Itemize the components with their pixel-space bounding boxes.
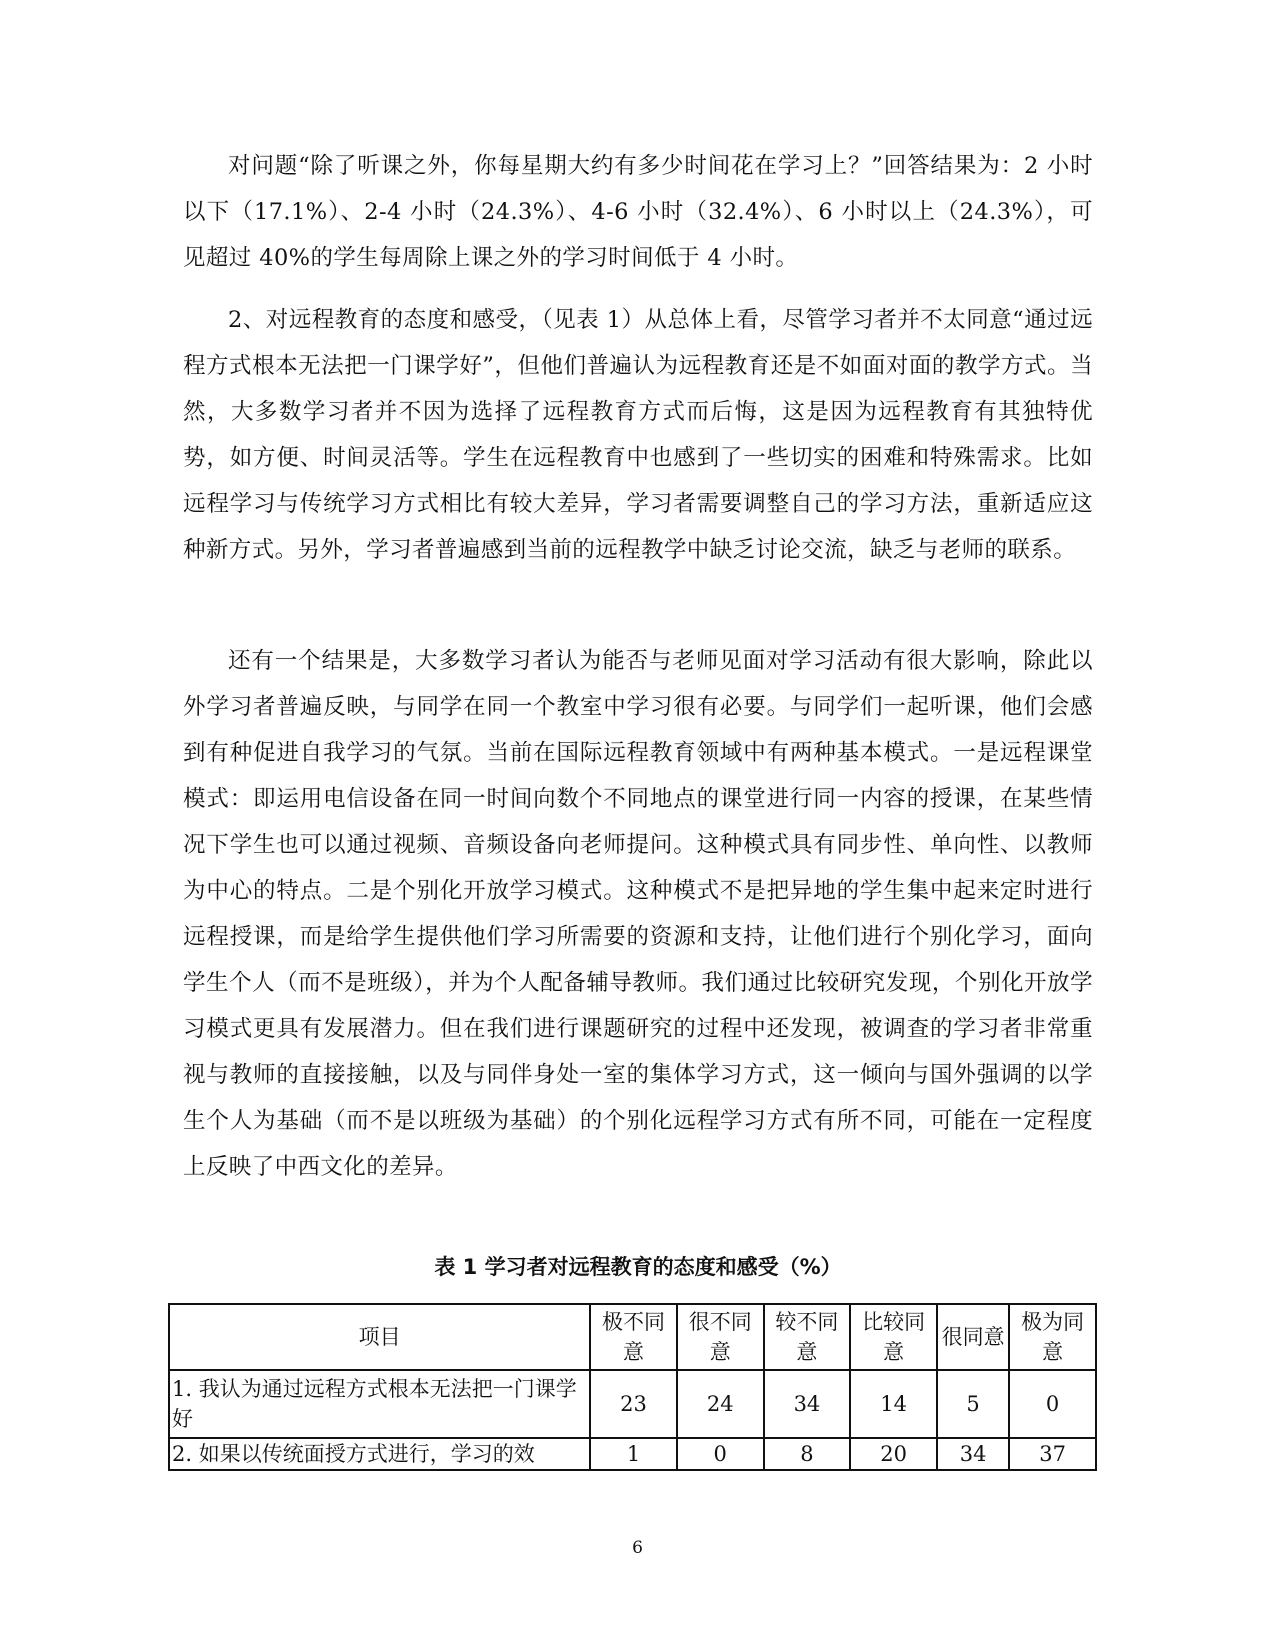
- table-cell: 8: [764, 1438, 851, 1470]
- row-item-label: 2. 如果以传统面授方式进行，学习的效: [169, 1438, 590, 1470]
- header-very-disagree: 很不同意: [677, 1304, 764, 1370]
- row-item-label: 1. 我认为通过远程方式根本无法把一门课学好: [169, 1370, 590, 1438]
- table-header-row: [169, 1304, 1096, 1370]
- table-cell: 1: [590, 1438, 677, 1470]
- table-cell: 37: [1009, 1438, 1096, 1470]
- table-cell: 0: [1009, 1370, 1096, 1438]
- survey-table: [168, 1303, 1097, 1471]
- table-row: [169, 1438, 1096, 1470]
- header-strongly-agree: 极为同意: [1009, 1304, 1096, 1370]
- paragraph-study-time: 对问题“除了听课之外，你每星期大约有多少时间花在学习上？”回答结果为：2 小时以下（17.1%）、2-4 小时（24.3%）、4-6 小时（32.4%）、6 小时以上（24.3%），可见超过 40%的学生每周除上课之外的学习时间低于 4 小时。: [183, 153, 1093, 271]
- header-item: 项目: [169, 1304, 590, 1370]
- table-caption: 表 1 学习者对远程教育的态度和感受（%）: [434, 1255, 842, 1279]
- paragraph-attitudes: 2、对远程教育的态度和感受，（见表 1）从总体上看，尽管学习者并不太同意“通过远程方式根本无法把一门课学好”，但他们普遍认为远程教育还是不如面对面的教学方式。当然，大多数学习者并不因为选择了远程教育方式而后悔，这是因为远程教育有其独特优势，如方便、时间灵活等。学生在远程教育中也感到了一些切实的困难和特殊需求。比如远程学习与传统学习方式相比有较大差异，学习者需要调整自己的学习方法，重新适应这种新方式。另外，学习者普遍感到当前的远程教学中缺乏讨论交流，缺乏与老师的联系。: [183, 307, 1093, 563]
- table-cell: 5: [937, 1370, 1009, 1438]
- table-cell: 23: [590, 1370, 677, 1438]
- table-cell: 34: [937, 1438, 1009, 1470]
- table-cell: 14: [850, 1370, 937, 1438]
- header-strongly-disagree: 极不同意: [590, 1304, 677, 1370]
- page-number: 6: [632, 1538, 643, 1558]
- table-cell: 20: [850, 1438, 937, 1470]
- paragraph-teaching-modes: 还有一个结果是，大多数学习者认为能否与老师见面对学习活动有很大影响，除此以外学习者普遍反映，与同学在同一个教室中学习很有必要。与同学们一起听课，他们会感到有种促进自我学习的气氛。当前在国际远程教育领域中有两种基本模式。一是远程课堂模式：即运用电信设备在同一时间向数个不同地点的课堂进行同一内容的授课，在某些情况下学生也可以通过视频、音频设备向老师提问。这种模式具有同步性、单向性、以教师为中心的特点。二是个别化开放学习模式。这种模式不是把异地的学生集中起来定时进行远程授课，而是给学生提供他们学习所需要的资源和支持，让他们进行个别化学习，面向学生个人（而不是班级），并为个人配备辅导教师。我们通过比较研究发现，个别化开放学习模式更具有发展潜力。但在我们进行课题研究的过程中还发现，被调查的学习者非常重视与教师的直接接触，以及与同伴身处一室的集体学习方式，这一倾向与国外强调的以学生个人为基础（而不是以班级为基础）的个别化远程学习方式有所不同，可能在一定程度上反映了中西文化的差异。: [183, 648, 1093, 1180]
- table-cell: 34: [764, 1370, 851, 1438]
- header-very-agree: 很同意: [937, 1304, 1009, 1370]
- table-cell: 0: [677, 1438, 764, 1470]
- header-somewhat-agree: 比较同意: [850, 1304, 937, 1370]
- table-cell: 24: [677, 1370, 764, 1438]
- header-somewhat-disagree: 较不同意: [764, 1304, 851, 1370]
- table-row: [169, 1370, 1096, 1438]
